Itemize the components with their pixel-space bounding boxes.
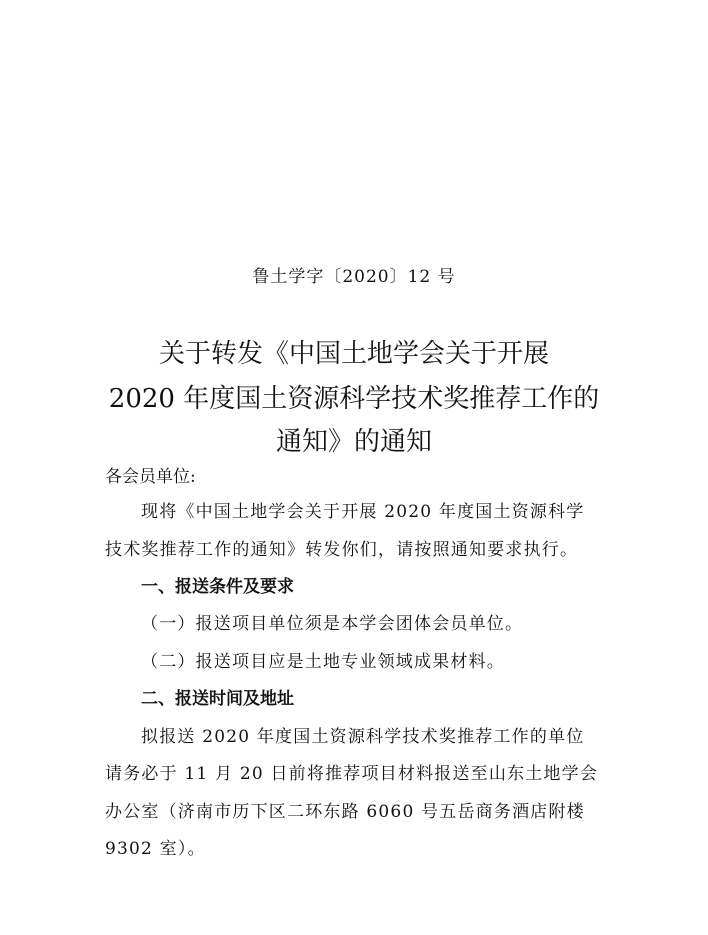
title-line-3: 通知》的通知 xyxy=(275,427,432,457)
section-1-item-2: （二）报送项目应是土地专业领域成果材料。 xyxy=(141,652,505,672)
section-1-heading: 一、报送条件及要求 xyxy=(141,577,294,597)
document-number: 鲁土学字〔2020〕12 号 xyxy=(252,267,456,287)
title-line-1: 关于转发《中国土地学会关于开展 xyxy=(158,339,549,369)
section-2-heading: 二、报送时间及地址 xyxy=(141,689,294,709)
section-1-item-1: （一）报送项目单位须是本学会团体会员单位。 xyxy=(141,614,524,634)
section-2-line-4: 9302 室）。 xyxy=(105,839,206,859)
title-line-2: 2020 年度国土资源科学技术奖推荐工作的 xyxy=(108,384,600,414)
intro-line-2: 技术奖推荐工作的通知》转发你们，请按照通知要求执行。 xyxy=(105,540,579,560)
intro-line-1: 现将《中国土地学会关于开展 2020 年度国土资源科学 xyxy=(141,502,585,522)
section-2-line-3: 办公室（济南市历下区二环东路 6060 号五岳商务酒店附楼 xyxy=(105,802,585,822)
section-2-line-1: 拟报送 2020 年度国土资源科学技术奖推荐工作的单位 xyxy=(141,727,585,747)
addressee: 各会员单位: xyxy=(105,467,196,487)
section-2-line-2: 请务必于 11 月 20 日前将推荐项目材料报送至山东土地学会 xyxy=(105,764,599,784)
